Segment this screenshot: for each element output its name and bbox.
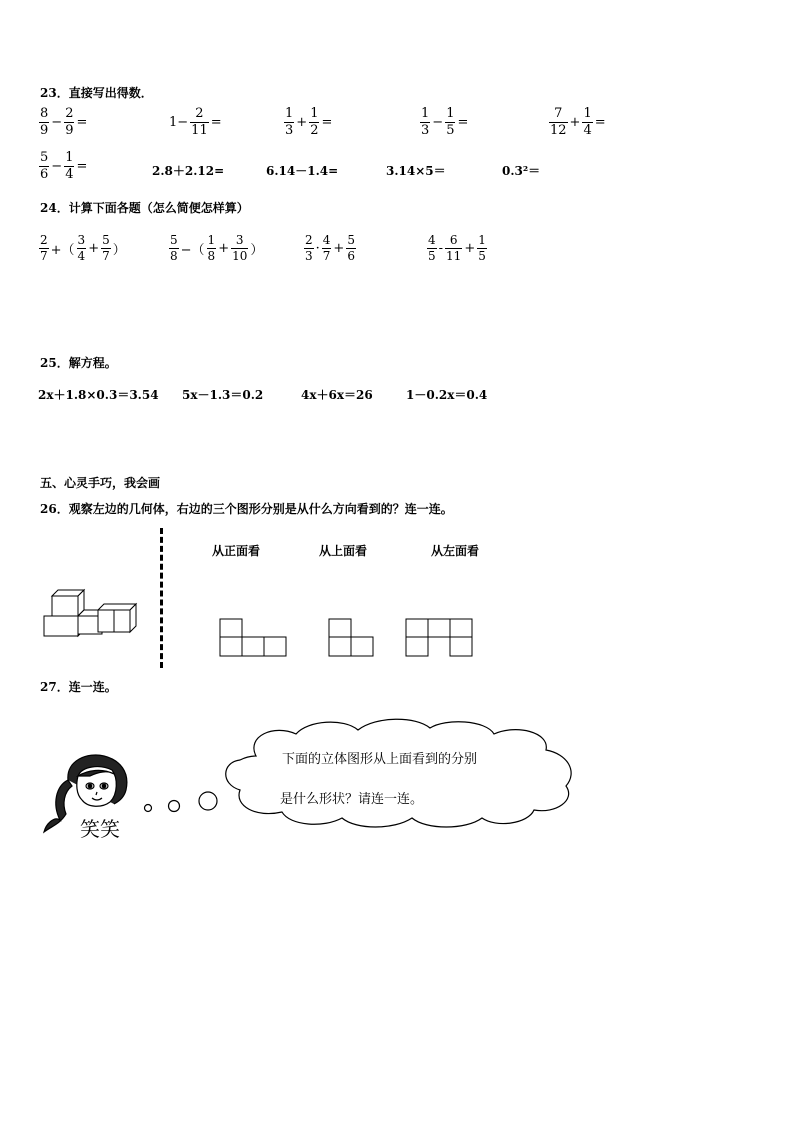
q27-title: 27．连一连。	[40, 680, 117, 694]
q25-eq-3: 4x＋6x＝26	[301, 388, 373, 402]
q23-expr-1: $\frac{8}{9}$ − $\frac{2}{9}$ =	[40, 106, 88, 138]
q24-expr-2: $\frac{5}{8}$ −（ $\frac{1}{8}$ + $\frac{3}{10}$ ）	[170, 233, 264, 263]
q25-eq-4: 1－0.2x＝0.4	[406, 388, 488, 402]
view-label-front: 从正面看	[212, 544, 261, 558]
bubble-line-2: 是什么形状？请连一连。	[280, 792, 424, 807]
q23-expr-3: $\frac{1}{3}$ + $\frac{1}{2}$ =	[285, 106, 333, 138]
q23-expr-5: $\frac{7}{12}$ + $\frac{1}{4}$ =	[550, 106, 606, 138]
character-name-label: 笑笑	[80, 817, 120, 841]
q24-expr-1: $\frac{2}{7}$ +（ $\frac{3}{4}$ + $\frac{5}{7}$ ）	[40, 233, 126, 263]
q23-expr-2: 1− $\frac{2}{11}$ =	[169, 106, 222, 138]
view-shape-3[interactable]	[405, 618, 475, 658]
divider-dashed-line	[160, 528, 163, 668]
q23-expr-7: 2.8＋2.12=	[152, 164, 225, 178]
cube-solid-figure	[36, 582, 146, 644]
q24-title: 24．计算下面各题（怎么简便怎样算）	[40, 201, 249, 215]
q25-eq-2: 5x－1.3＝0.2	[182, 388, 264, 402]
q24-expr-4: $\frac{4}{5}$ - $\frac{6}{11}$ + $\frac{1}{5}$	[428, 233, 486, 263]
view-label-left: 从左面看	[431, 544, 480, 558]
q24-expr-3: $\frac{2}{3}$ · $\frac{4}{7}$ + $\frac{5}{6}$	[305, 233, 355, 263]
q23-expr-6: $\frac{5}{6}$ − $\frac{1}{4}$ =	[40, 150, 88, 182]
bubble-line-1: 下面的立体图形从上面看到的分别	[282, 752, 478, 767]
view-label-top: 从上面看	[319, 544, 368, 558]
thought-dots	[138, 786, 224, 816]
q25-title: 25．解方程。	[40, 356, 117, 370]
q25-eq-1: 2x＋1.8×0.3＝3.54	[38, 388, 159, 402]
q23-title: 23．直接写出得数．	[40, 86, 153, 100]
q26-title: 26．观察左边的几何体，右边的三个图形分别是从什么方向看到的？连一连。	[40, 502, 453, 516]
speech-cloud	[216, 714, 582, 834]
view-shape-2[interactable]	[328, 618, 376, 658]
q23-expr-4: $\frac{1}{3}$ − $\frac{1}{5}$ =	[421, 106, 469, 138]
view-shape-1[interactable]	[219, 618, 289, 658]
q23-expr-8: 6.14－1.4=	[266, 164, 339, 178]
q23-expr-10: 0.3²＝	[502, 164, 541, 178]
q23-expr-9: 3.14×5＝	[386, 164, 446, 178]
section-5-title: 五、心灵手巧，我会画	[40, 476, 161, 490]
